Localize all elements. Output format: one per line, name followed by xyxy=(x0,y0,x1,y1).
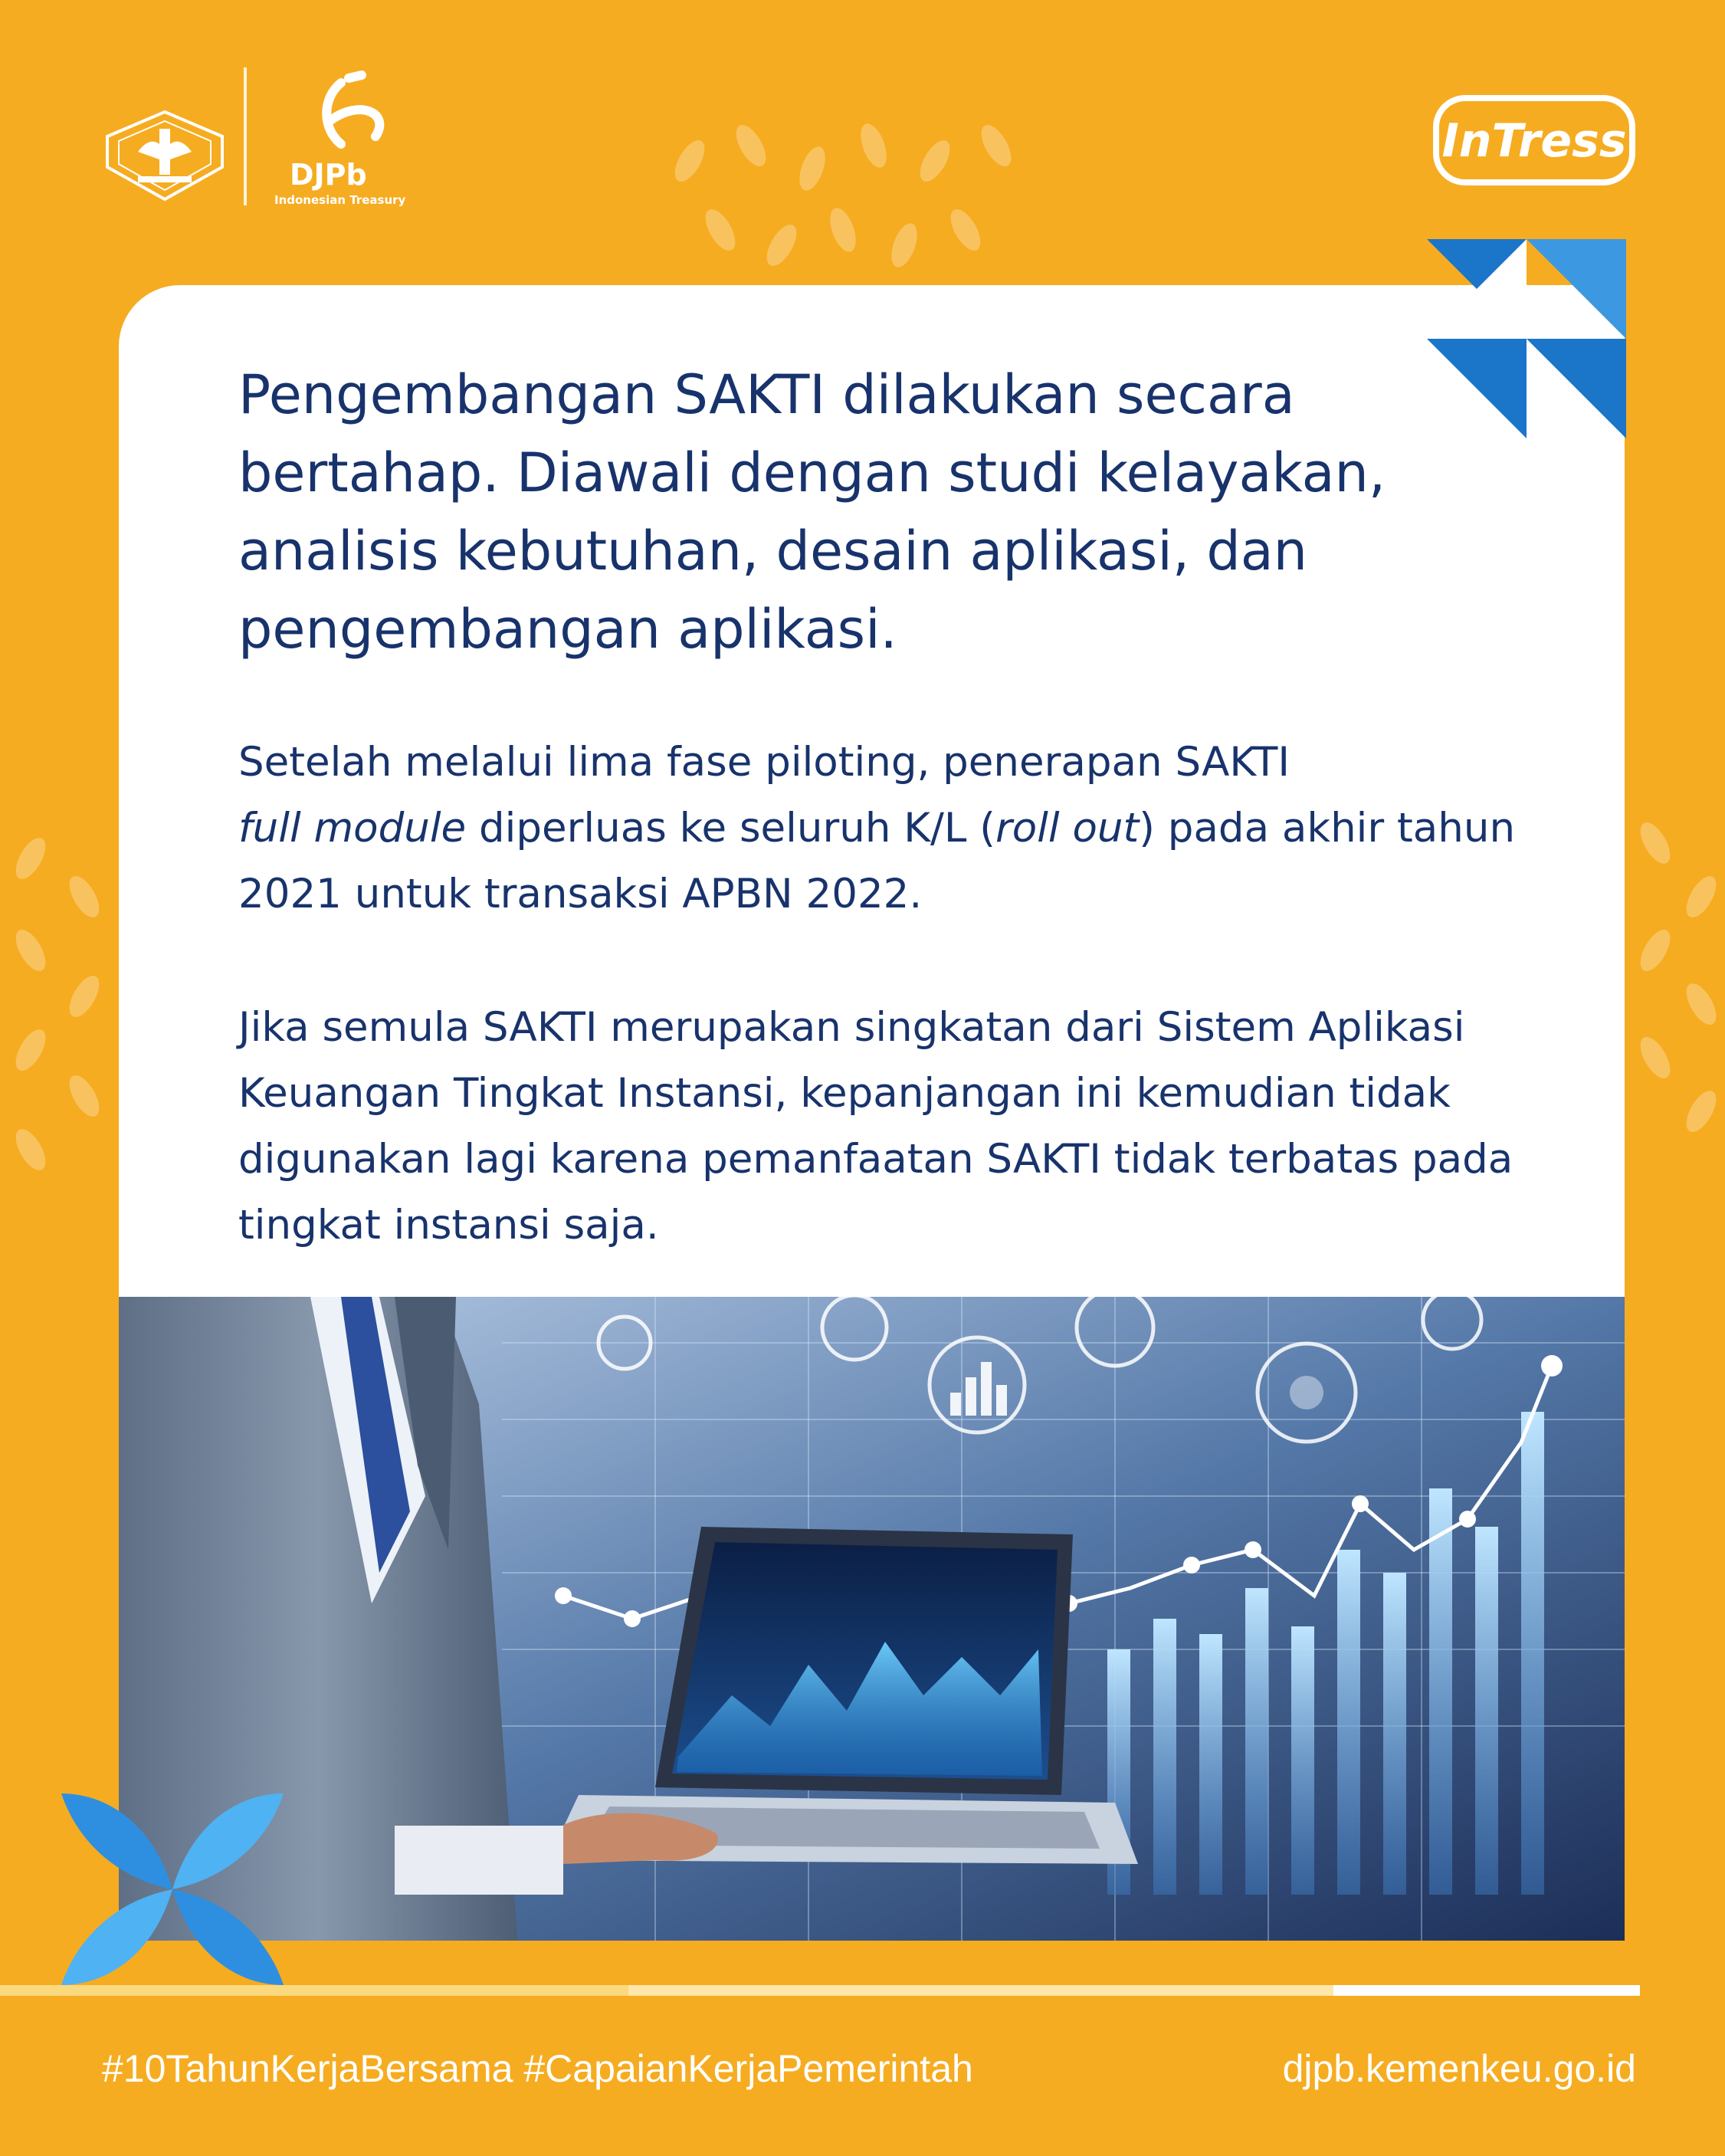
rollout-text-c: diperluas ke seluruh K/L ( xyxy=(466,805,995,852)
header-divider xyxy=(244,67,247,205)
butterfly-decoration-icon xyxy=(46,1763,299,2016)
brand-name: DJPb xyxy=(290,158,367,192)
footer-hashtags: #10TahunKerjaBersama #CapaianKerjaPemerintah xyxy=(102,2047,973,2090)
footer-url-link[interactable]: djpb.kemenkeu.go.id xyxy=(1282,2047,1636,2090)
rollout-italic-full-module: full module xyxy=(238,805,467,852)
rollout-italic-roll-out: roll out xyxy=(995,805,1140,852)
footer-stripe-3 xyxy=(1333,1985,1640,1996)
lead-paragraph: Pengembangan SAKTI dilakukan secara bertahap. Diawali dengan studi kelayakan, analisis kebutuhan, desain aplikasi, dan pengembangan aplikasi. xyxy=(238,363,1386,661)
rollout-text-e: ) pada akhir tahun 2021 untuk transaksi APBN 2022. xyxy=(238,805,1516,917)
rollout-text-a: Setelah melalui lima fase piloting, penerapan SAKTI xyxy=(238,739,1290,786)
svg-text:InTress: InTress xyxy=(1441,114,1627,168)
batik-pattern-right xyxy=(1625,812,1725,1180)
content-card xyxy=(119,285,1625,1941)
paragraph-rollout xyxy=(238,730,1579,927)
kemenkeu-emblem-icon xyxy=(92,106,238,205)
brand-subtitle: Indonesian Treasury xyxy=(274,193,406,207)
intress-logo-icon xyxy=(1431,94,1637,187)
corner-triangles-decoration xyxy=(1427,239,1626,438)
batik-pattern-left xyxy=(0,828,123,1180)
footer-stripe-1 xyxy=(0,1985,628,1996)
batik-pattern-top xyxy=(628,115,1058,299)
paragraph-sakti-name: Jika semula SAKTI merupakan singkatan dari Sistem Aplikasi Keuangan Tingkat Instansi, kepanjangan ini kemudian tidak digunakan lagi karena pemanfaatan SAKTI tidak terbatas pada tingkat instansi saja. xyxy=(238,1004,1513,1249)
footer-stripe-2 xyxy=(628,1985,1333,1996)
header-logos xyxy=(92,67,490,213)
finance-illustration xyxy=(119,1297,1625,1941)
